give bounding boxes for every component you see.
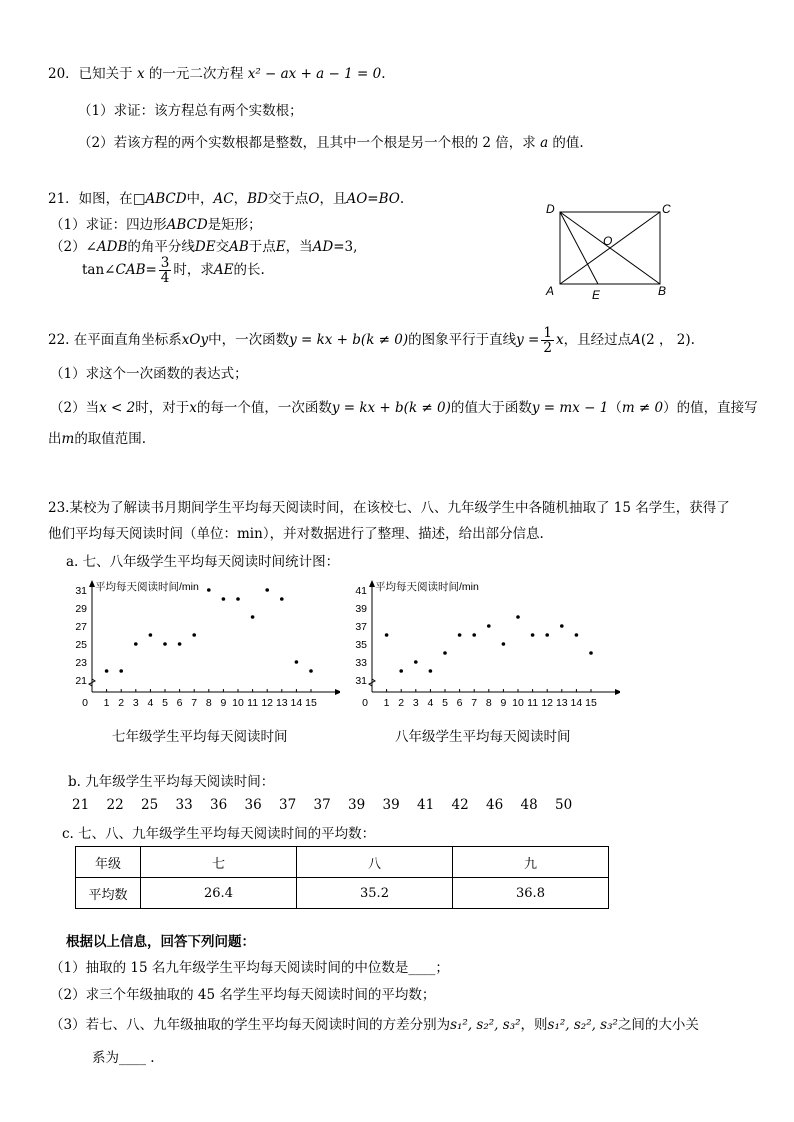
x-tick-label: 2 (398, 697, 405, 709)
y-tick-label: 29 (75, 603, 87, 615)
q20-equation: x² − ax + a − 1 = 0 (247, 66, 382, 82)
table-cell: 36.8 (453, 878, 609, 909)
grade9-value: 33 (175, 797, 193, 813)
x-tick-label: 7 (191, 697, 198, 709)
x-axis-arrow (335, 689, 340, 695)
data-point (458, 633, 462, 637)
data-point (443, 651, 447, 655)
data-point (105, 669, 109, 673)
grade9-value: 36 (244, 797, 262, 813)
data-point (295, 660, 299, 664)
grade9-value: 42 (451, 797, 469, 813)
q21-part2: （2）∠ADB的角平分线DE交AB于点E，当AD=3, (50, 239, 358, 255)
q23-stem-line2: 他们平均每天阅读时间（单位：min），并对数据进行了整理、描述，给出部分信息. (48, 526, 544, 542)
grade9-value: 39 (382, 797, 400, 813)
y-tick-label: 41 (355, 585, 367, 597)
q23-b-label: b. 九年级学生平均每天阅读时间： (68, 774, 275, 790)
label-e: E (592, 288, 601, 302)
fraction-1-2: $\frac{1}{2}$ (543, 325, 552, 357)
y-tick-label: 25 (75, 639, 87, 651)
data-point (545, 633, 549, 637)
q22-part2-line2: 出m的取值范围. (48, 431, 147, 447)
data-point (119, 669, 123, 673)
y-tick-label: 33 (355, 657, 367, 669)
average-table (75, 846, 609, 909)
x-tick-label: 5 (162, 697, 168, 709)
q23-part1: （1）抽取的 15 名九年级学生平均每天阅读时间的中位数是____； (50, 960, 449, 976)
grade9-value: 48 (520, 797, 538, 813)
x-tick-label: 12 (261, 697, 274, 709)
y-tick-label: 37 (355, 621, 367, 633)
y-tick-label: 35 (355, 639, 367, 651)
label-b: B (658, 284, 667, 298)
table-row (76, 878, 609, 909)
x-tick-label: 10 (512, 697, 524, 709)
data-point (163, 642, 167, 646)
x-tick-label: 11 (527, 697, 539, 709)
y-tick-label: 27 (75, 621, 87, 633)
q23-prompt: 根据以上信息，回答下列问题： (66, 934, 255, 950)
q21-part1: （1）求证：四边形ABCD是矩形； (50, 217, 262, 233)
table-row (76, 847, 609, 878)
table-cell: 八 (297, 847, 453, 878)
data-point (251, 615, 255, 619)
data-point (222, 597, 226, 601)
data-point (531, 633, 535, 637)
x-tick-label: 6 (176, 697, 183, 709)
rectangle-figure (540, 200, 680, 305)
grade9-value: 25 (141, 797, 159, 813)
origin-label: 0 (82, 697, 88, 709)
grade9-value: 22 (106, 797, 124, 813)
grade9-value: 37 (313, 797, 331, 813)
data-point (280, 597, 284, 601)
label-d: D (546, 202, 555, 216)
x-tick-label: 9 (220, 697, 227, 709)
table-cell: 26.4 (141, 878, 297, 909)
q20-stem: 20．已知关于 x 的一元二次方程 x² − ax + a − 1 = 0. (48, 66, 386, 82)
y-tick-label: 31 (355, 675, 367, 687)
x-tick-label: 10 (232, 697, 244, 709)
data-point (207, 588, 211, 592)
data-point (265, 588, 269, 592)
x-tick-label: 15 (305, 697, 317, 709)
x-tick-label: 1 (383, 697, 390, 709)
data-point (309, 669, 313, 673)
x-tick-label: 3 (412, 697, 419, 709)
fraction-3-4: $\frac{3}{4}$ (160, 255, 170, 287)
y-tick-label: 21 (75, 675, 87, 687)
data-point (472, 633, 476, 637)
label-c: C (662, 202, 671, 216)
q22-part2: （2）当x < 2时，对于x的每一个值，一次函数y = kx + b(k ≠ 0)的值大于函数y = mx − 1（m ≠ 0）的值，直接写 (50, 400, 758, 416)
q23-c-label: c. 七、八、九年级学生平均每天阅读时间的平均数： (62, 826, 376, 842)
y-tick-label: 39 (355, 603, 367, 615)
q22-stem: 22. 在平面直角坐标系xOy中，一次函数y = kx + b(k ≠ 0)的图象平行于直线y = $\frac{1}{2}$ x，且经过点A(2 ， 2). (48, 325, 695, 357)
data-point (236, 597, 240, 601)
x-tick-label: 4 (147, 697, 154, 709)
x-tick-label: 11 (247, 697, 259, 709)
data-point (487, 624, 491, 628)
x-tick-label: 15 (585, 697, 597, 709)
grade9-value: 21 (72, 797, 90, 813)
data-point (149, 633, 153, 637)
x-tick-label: 14 (570, 697, 583, 709)
data-point (399, 669, 403, 673)
x-tick-label: 12 (541, 697, 554, 709)
x-tick-label: 1 (103, 697, 110, 709)
data-point (575, 633, 579, 637)
q23-stem-line1: 23.某校为了解读书月期间学生平均每天阅读时间，在该校七、八、九年级学生中各随机抽取了 15 名学生，获得了 (48, 500, 730, 516)
y-axis-label: 平均每天阅读时间/min (375, 581, 479, 593)
data-point (560, 624, 564, 628)
q21-part2-cont: tan∠CAB= $\frac{3}{4}$ 时，求AE的长. (82, 255, 265, 287)
y-tick-label: 31 (75, 585, 87, 597)
table-cell: 35.2 (297, 878, 453, 909)
label-a: A (546, 284, 555, 298)
chart-grade7 (70, 580, 340, 715)
q21-stem: 21．如图，在□ABCD中，AC，BD交于点O，且AO=BO. (48, 191, 405, 207)
chart-grade8 (350, 580, 620, 715)
x-axis-arrow (615, 689, 620, 695)
grade9-value: 46 (486, 797, 504, 813)
data-point (385, 633, 389, 637)
x-tick-label: 7 (471, 697, 478, 709)
label-o: O (603, 234, 613, 248)
x-tick-label: 5 (442, 697, 448, 709)
x-tick-label: 2 (118, 697, 125, 709)
y-axis-label: 平均每天阅读时间/min (95, 581, 199, 593)
grade9-value: 36 (210, 797, 228, 813)
q23-part3-line2: 系为____ . (92, 1050, 155, 1066)
x-tick-label: 13 (555, 697, 568, 709)
data-point (589, 651, 593, 655)
q20-part1: （1）求证：该方程总有两个实数根； (78, 103, 303, 119)
q23-a-label: a. 七、八年级学生平均每天阅读时间统计图： (66, 554, 340, 570)
table-cell: 年级 (76, 847, 141, 878)
table-cell: 平均数 (76, 878, 141, 909)
origin-label: 0 (362, 697, 368, 709)
x-tick-label: 14 (290, 697, 303, 709)
grade9-value: 37 (279, 797, 297, 813)
x-tick-label: 13 (275, 697, 288, 709)
grade9-value: 39 (348, 797, 366, 813)
y-tick-label: 23 (75, 657, 87, 669)
q20-part2: （2）若该方程的两个实数根都是整数，且其中一个根是另一个根的 2 倍，求 a 的值. (78, 135, 584, 151)
chart-grade8-title: 八年级学生平均每天阅读时间 (395, 729, 571, 745)
table-cell: 九 (453, 847, 609, 878)
x-tick-label: 9 (500, 697, 507, 709)
data-point (516, 615, 520, 619)
x-tick-label: 4 (427, 697, 434, 709)
data-point (192, 633, 196, 637)
q23-part3: （3）若七、八、九年级抽取的学生平均每天阅读时间的方差分别为s₁², s₂², s₃²，则s₁², s₂², s₃²之间的大小关 (50, 1017, 699, 1033)
data-point (414, 660, 418, 664)
data-point (134, 642, 138, 646)
x-tick-label: 8 (205, 697, 212, 709)
x-tick-label: 6 (456, 697, 463, 709)
data-point (502, 642, 506, 646)
table-cell: 七 (141, 847, 297, 878)
grade9-value: 50 (555, 797, 573, 813)
data-point (178, 642, 182, 646)
bisector-de (560, 212, 598, 284)
x-tick-label: 8 (485, 697, 492, 709)
grade9-value: 41 (417, 797, 435, 813)
q23-part2: （2）求三个年级抽取的 45 名学生平均每天阅读时间的平均数； (50, 987, 436, 1003)
x-tick-label: 3 (132, 697, 139, 709)
q22-part1: （1）求这个一次函数的表达式； (50, 366, 248, 382)
data-point (429, 669, 433, 673)
chart-grade7-title: 七年级学生平均每天阅读时间 (112, 729, 288, 745)
